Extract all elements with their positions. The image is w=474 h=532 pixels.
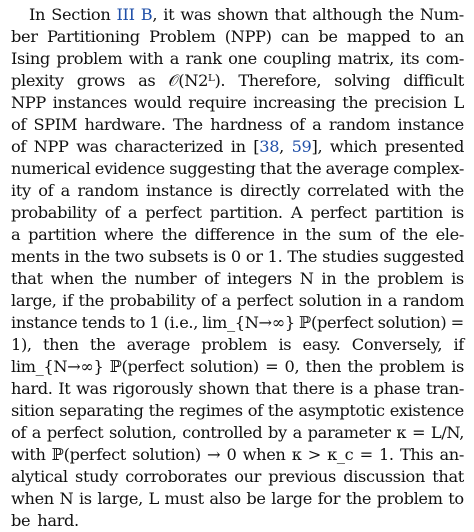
text-word: = xyxy=(411,423,426,442)
text-word: coupling xyxy=(263,49,332,68)
text-line xyxy=(11,246,464,268)
text-word: solution) xyxy=(377,313,447,332)
text-word: it xyxy=(163,5,175,24)
text-word: there xyxy=(292,379,335,398)
text-word: [38, xyxy=(253,137,284,156)
text-word: = xyxy=(265,357,279,376)
text-word: the xyxy=(345,489,372,508)
text-word: hard. xyxy=(37,511,79,530)
text-word: of xyxy=(200,291,216,310)
text-word: alytical xyxy=(11,467,68,486)
text-word: perfect xyxy=(145,203,202,222)
text-word: be xyxy=(246,489,266,508)
text-word: difference xyxy=(194,225,275,244)
text-word: in xyxy=(367,291,383,310)
text-word: Therefore, xyxy=(238,71,322,90)
text-word: complex- xyxy=(393,159,464,178)
text-word: asymptotic xyxy=(298,401,385,420)
text-word: when xyxy=(50,269,94,288)
text-word: the xyxy=(305,225,331,244)
text-word: was xyxy=(180,5,212,24)
text-word: two xyxy=(114,247,144,266)
text-word: This xyxy=(399,445,434,464)
text-line xyxy=(11,114,464,136)
text-word: in xyxy=(230,137,246,156)
text-word: although xyxy=(312,5,383,24)
text-word: or xyxy=(245,247,263,266)
text-word: The xyxy=(287,247,318,266)
text-word: that xyxy=(432,467,464,486)
text-word: if xyxy=(62,291,73,310)
text-word: must xyxy=(164,489,204,508)
text-word: mapped xyxy=(346,27,411,46)
text-word: number xyxy=(134,269,197,288)
text-word: for xyxy=(317,489,341,508)
text-word: the xyxy=(342,93,368,112)
text-word: instance xyxy=(397,115,464,134)
text-word: shown xyxy=(198,379,250,398)
text-word: is xyxy=(78,489,92,508)
text-word: hardness xyxy=(210,115,283,134)
text-word: 1. xyxy=(267,247,283,266)
text-word: Num- xyxy=(419,5,464,24)
text-word: Conversely, xyxy=(351,335,443,354)
text-word: that xyxy=(259,159,292,178)
text-word: the xyxy=(267,401,294,420)
text-word: ℙ(perfect xyxy=(299,313,374,332)
text-word: instances xyxy=(52,93,127,112)
text-word: of xyxy=(11,423,27,442)
text-word: precision xyxy=(374,93,447,112)
text-word: our xyxy=(234,467,262,486)
text-word: a xyxy=(60,181,70,200)
text-line xyxy=(11,378,464,400)
text-word: the xyxy=(388,5,414,24)
text-word: a xyxy=(127,203,138,222)
text-word: ele- xyxy=(435,225,464,244)
text-word: the xyxy=(347,357,373,376)
text-word: subsets xyxy=(148,247,209,266)
text-word: NPP xyxy=(33,137,69,156)
text-word: an xyxy=(444,27,464,46)
text-word: was xyxy=(76,137,107,156)
text-word: which xyxy=(329,137,378,156)
text-word: a xyxy=(387,291,398,310)
text-word: the xyxy=(344,269,370,288)
text-word: of xyxy=(204,269,220,288)
text-word: easy. xyxy=(302,335,341,354)
text-word[interactable]: III xyxy=(116,5,135,24)
text-word: in xyxy=(282,225,298,244)
text-word: L xyxy=(148,489,159,508)
text-word: lim_{N→∞} xyxy=(202,313,295,332)
text-line xyxy=(11,510,464,532)
text-word: phase xyxy=(373,379,421,398)
text-word: probability xyxy=(109,291,196,310)
text-word: of xyxy=(247,401,263,420)
text-word: that xyxy=(274,5,307,24)
text-word: Section xyxy=(51,5,111,24)
text-word: the xyxy=(89,335,116,354)
text-word: random xyxy=(402,291,464,310)
text-word: N xyxy=(59,489,74,508)
text-word: is xyxy=(340,379,353,398)
text-word: was xyxy=(76,379,107,398)
text-line xyxy=(11,158,464,180)
text-word: ity xyxy=(11,181,31,200)
text-word: a xyxy=(358,379,368,398)
text-word: is xyxy=(451,357,464,376)
text-word: random xyxy=(77,181,139,200)
text-word: the xyxy=(161,225,187,244)
text-word: a xyxy=(169,49,179,68)
text-word: integers xyxy=(227,269,292,288)
text-word: separating xyxy=(59,401,144,420)
text-line xyxy=(11,422,464,444)
text-line xyxy=(11,312,464,334)
text-word: problem xyxy=(56,49,123,68)
text-word: → xyxy=(207,445,221,464)
text-word: in xyxy=(321,269,337,288)
text-word: random xyxy=(328,115,391,134)
text-word: com- xyxy=(425,49,464,68)
text-line xyxy=(11,466,464,488)
text-word: Partitioning xyxy=(46,27,140,46)
text-word: shown xyxy=(217,5,269,24)
text-word: plexity xyxy=(11,71,64,90)
text-word: of xyxy=(38,181,54,200)
text-word: then xyxy=(305,357,342,376)
text-word: suggested xyxy=(383,247,464,266)
text-line xyxy=(11,136,464,158)
text-word: in xyxy=(64,247,80,266)
text-word: then xyxy=(43,335,79,354)
text-word: can xyxy=(280,27,310,46)
text-word: its xyxy=(400,49,420,68)
text-word: large, xyxy=(11,291,57,310)
text-word: 59], xyxy=(291,137,323,156)
text-word: 1. xyxy=(378,445,394,464)
text-word: perfect xyxy=(46,423,104,442)
text-line xyxy=(11,92,464,114)
text-word: A xyxy=(290,203,303,222)
text-line xyxy=(11,290,464,312)
text-word: studies xyxy=(322,247,379,266)
text-word: is xyxy=(219,181,233,200)
text-word: L xyxy=(453,93,464,112)
text-word: of xyxy=(289,115,305,134)
text-word: to xyxy=(419,27,436,46)
text-word: with xyxy=(396,181,432,200)
text-word: κ xyxy=(291,445,302,464)
text-word: numerical xyxy=(11,159,91,178)
text-word: tran- xyxy=(425,379,464,398)
text-word: κ_c xyxy=(327,445,354,464)
text-word: L/N, xyxy=(430,423,464,442)
text-word: a xyxy=(31,423,42,442)
text-word: perfect xyxy=(310,203,367,222)
text-word: previous xyxy=(268,467,336,486)
text-word: when xyxy=(11,489,54,508)
text-line xyxy=(11,356,464,378)
text-line xyxy=(11,48,464,70)
text-word: require xyxy=(188,93,247,112)
text-word: partition xyxy=(28,225,97,244)
text-line xyxy=(11,202,464,224)
text-line xyxy=(11,488,464,510)
text-word: be xyxy=(11,511,31,530)
text-word: an- xyxy=(439,445,464,464)
citation-link[interactable]: 59 xyxy=(291,137,312,156)
text-word: by xyxy=(268,423,287,442)
text-word: perfect xyxy=(236,291,294,310)
text-word: κ xyxy=(396,423,407,442)
text-word: with xyxy=(11,445,46,464)
text-word: the xyxy=(295,159,322,178)
text-word: where xyxy=(104,225,154,244)
text-word: the xyxy=(78,291,104,310)
text-word: of xyxy=(11,137,27,156)
text-word: suggesting xyxy=(169,159,256,178)
text-word: the xyxy=(84,247,110,266)
text-word: hard. xyxy=(11,379,53,398)
text-word: sum xyxy=(338,225,372,244)
text-word: to xyxy=(129,313,145,332)
text-line xyxy=(11,180,464,202)
text-word: = xyxy=(450,313,464,332)
text-word: increasing xyxy=(253,93,336,112)
text-word: NPP xyxy=(11,93,46,112)
text-word: of xyxy=(104,203,120,222)
text-word: ber xyxy=(11,27,38,46)
text-word: problem xyxy=(377,269,444,288)
text-line xyxy=(11,70,464,92)
text-word: as xyxy=(138,71,156,90)
text-word: Ising xyxy=(11,49,50,68)
text-word: tends xyxy=(81,313,126,332)
text-line xyxy=(11,268,464,290)
text-word: solution) xyxy=(190,357,259,376)
text-word: the xyxy=(438,181,464,200)
text-word: is xyxy=(213,247,226,266)
text-word: rank xyxy=(185,49,222,68)
text-word: be xyxy=(318,27,338,46)
text-word: 1 xyxy=(149,313,160,332)
text-word: 0, xyxy=(284,357,300,376)
text-word: parameter xyxy=(307,423,391,442)
text-word: SPIM xyxy=(33,115,78,134)
text-word: characterized xyxy=(114,137,224,156)
text-word: that xyxy=(11,269,43,288)
text-word: existence xyxy=(389,401,464,420)
text-word: = xyxy=(359,445,373,464)
citation-link[interactable]: 38 xyxy=(259,137,280,156)
text-word: 0 xyxy=(226,445,237,464)
text-word: if xyxy=(453,335,464,354)
text-word: discussion xyxy=(343,467,426,486)
text-word: problem xyxy=(201,335,268,354)
text-word: that xyxy=(255,379,287,398)
text-word: lim_{N→∞} xyxy=(11,357,104,376)
text-word: matrix, xyxy=(337,49,394,68)
text-word: the xyxy=(402,225,428,244)
text-word: instance xyxy=(11,313,78,332)
text-word: partition. xyxy=(209,203,283,222)
text-word: one xyxy=(228,49,257,68)
text-word: is xyxy=(451,269,464,288)
text-word: would xyxy=(133,93,182,112)
text-word: evidence xyxy=(94,159,165,178)
text-word: solution xyxy=(298,291,362,310)
text-word: partition xyxy=(374,203,443,222)
text-word: hardware. xyxy=(84,115,166,134)
text-word: large, xyxy=(97,489,143,508)
text-word: 𝒪(N2ᴸ). xyxy=(168,71,226,90)
text-word: of xyxy=(11,115,27,134)
text-word: sition xyxy=(11,401,55,420)
text-word: Problem xyxy=(149,27,216,46)
text-word: with xyxy=(128,49,164,68)
text-word: the xyxy=(101,269,127,288)
text-word: regimes xyxy=(179,401,243,420)
text-word: to xyxy=(448,489,464,508)
text-word: directly xyxy=(240,181,300,200)
text-word: when xyxy=(242,445,286,464)
text-word: B, xyxy=(140,5,158,24)
text-line xyxy=(11,400,464,422)
text-word: grows xyxy=(76,71,125,90)
text-line xyxy=(11,26,464,48)
text-word: average xyxy=(325,159,389,178)
text-word: the xyxy=(148,401,175,420)
text-word: solution) xyxy=(132,445,201,464)
text-word: difficult xyxy=(403,71,464,90)
text-word: presented xyxy=(384,137,464,156)
text-line xyxy=(11,4,464,26)
text-word: ℙ(perfect xyxy=(109,357,184,376)
text-line xyxy=(11,444,464,466)
text-word: (NPP) xyxy=(224,27,272,46)
text-line xyxy=(11,224,464,246)
text-word: a xyxy=(221,291,231,310)
paragraph-body xyxy=(11,4,464,532)
text-word: a xyxy=(292,423,302,442)
text-word: N xyxy=(299,269,314,288)
text-line xyxy=(11,334,464,356)
text-word: of xyxy=(379,225,395,244)
text-word: It xyxy=(58,379,71,398)
text-word: 1), xyxy=(11,335,32,354)
text-word: average xyxy=(126,335,190,354)
text-word: ments xyxy=(11,247,60,266)
text-word: In xyxy=(29,5,46,24)
text-word: a xyxy=(11,225,21,244)
text-word: rigorously xyxy=(112,379,193,398)
text-word: problem xyxy=(376,489,443,508)
text-word: also xyxy=(209,489,241,508)
text-word: is xyxy=(278,335,292,354)
text-word: large xyxy=(271,489,313,508)
text-word: solving xyxy=(334,71,391,90)
text-word: correlated xyxy=(307,181,390,200)
text-word: corroborates xyxy=(125,467,227,486)
text-word: instance xyxy=(146,181,213,200)
text-word: study xyxy=(74,467,118,486)
text-word: controlled xyxy=(182,423,263,442)
text-word: is xyxy=(451,203,464,222)
text-word: The xyxy=(172,115,203,134)
text-word: ℙ(perfect xyxy=(51,445,126,464)
text-word: solution, xyxy=(108,423,177,442)
text-word: 0 xyxy=(230,247,241,266)
text-word: (i.e., xyxy=(163,313,199,332)
text-word: a xyxy=(312,115,322,134)
text-word: probability xyxy=(11,203,97,222)
text-word: problem xyxy=(379,357,445,376)
text-word: > xyxy=(307,445,321,464)
